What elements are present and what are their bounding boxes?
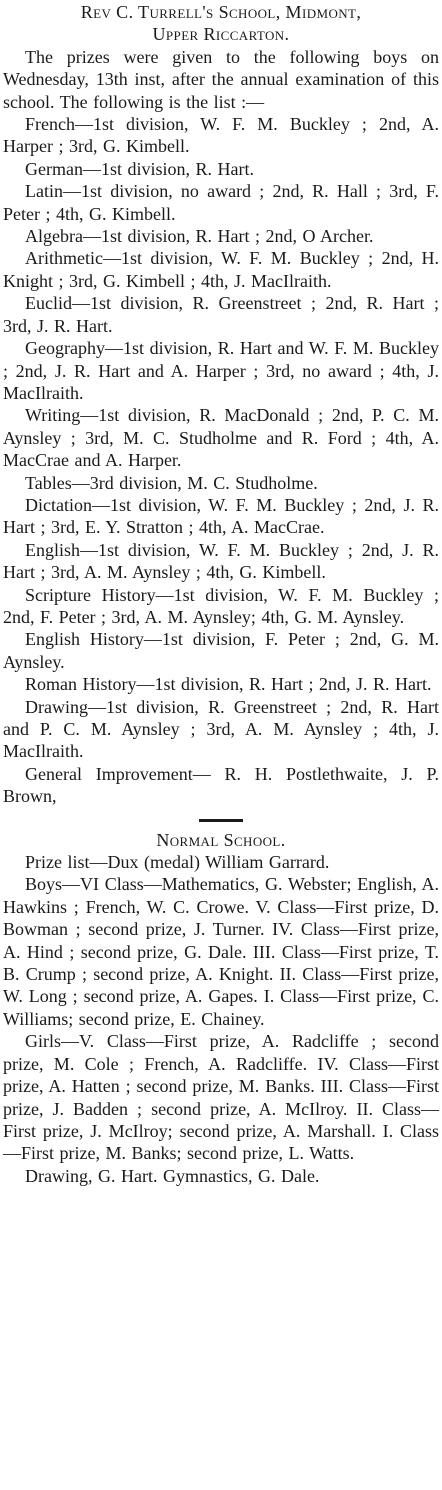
prize-entry-general-improvement: General Improvement— R. H. Postlethwaite, J. P. Brown, <box>3 763 439 807</box>
prize-entry-latin: Latin—1st division, no award ; 2nd, R. Hall ; 3rd, F. Peter ; 4th, G. Kimbell. <box>3 181 439 224</box>
section-divider <box>199 819 243 822</box>
prize-entry-writing: Writing—1st division, R. MacDonald ; 2nd, P. C. M. Aynsley ; 3rd, M. C. Studholme and R. Ford ; 4th, A. MacCrae and A. Harper. <box>3 405 439 471</box>
article-heading: Normal School. <box>156 829 286 850</box>
prize-entry-german: German—1st division, R. Hart. <box>25 158 254 179</box>
prize-entry-euclid: Euclid—1st division, R. Greenstreet ; 2nd, R. Hart ; 3rd, J. R. Hart. <box>3 293 439 336</box>
article-normal-school <box>3 829 439 1188</box>
article-turrells-school <box>3 1 439 808</box>
prize-entry-dictation: Dictation—1st division, W. F. M. Buckley ; 2nd, J. R. Hart ; 3rd, E. Y. Stratton ; 4th, A. MacCrae. <box>3 494 439 538</box>
prize-list-dux: Prize list—Dux (medal) William Garrard. <box>25 852 330 873</box>
intro-paragraph: The prizes were given to the following boys on Wednesday, 13th inst, after the annual examination of this school. The following is the list :— <box>3 46 439 112</box>
prize-list-boys: Boys—VI Class—Mathematics, G. Webster; English, A. Hawkins ; French, W. C. Crowe. V. Class—First prize, D. Bowman ; second prize, J. Turner. IV. Class—First prize, A. Hind ; second prize, G. Dale. III. Class—First prize, T. B. Crump ; second prize, A. Knight. II. Class—First prize, W. Long ; second prize, A. Gapes. I. Class—First prize, C. Williams; second prize, E. Chainey. <box>3 874 439 1029</box>
article-heading-line-1: Rev C. Turrell's School, Midmont, <box>80 2 362 22</box>
prize-list-drawing-gymnastics: Drawing, G. Hart. Gymnastics, G. Dale. <box>25 1165 320 1186</box>
prize-entry-arithmetic: Arithmetic—1st division, W. F. M. Buckley ; 2nd, H. Knight ; 3rd, G. Kimbell ; 4th, J. MacIlraith. <box>3 248 439 291</box>
prize-entry-geography: Geography—1st division, R. Hart and W. F. M. Buckley ; 2nd, J. R. Hart and A. Harper ; 3rd, no award ; 4th, J. MacIlraith. <box>3 338 439 403</box>
article-heading-line-2: Upper Riccarton. <box>152 24 290 45</box>
prize-list-girls: Girls—V. Class—First prize, A. Radcliffe ; second prize, M. Cole ; French, A. Radcliffe. IV. Class—First prize, A. Hatten ; second prize, M. Banks. III. Class—First prize, J. Badden ; second prize, A. McIlroy. II. Class—First prize, J. McIlroy; second prize, A. Marshall. I. Class—First prize, M. Banks; second prize, L. Watts. <box>3 1031 439 1164</box>
prize-entry-english-history: English History—1st division, F. Peter ; 2nd, G. M. Aynsley. <box>3 629 439 672</box>
prize-entry-roman-history: Roman History—1st division, R. Hart ; 2nd, J. R. Hart. <box>25 674 432 695</box>
prize-entry-french: French—1st division, W. F. M. Buckley ; 2nd, A. Harper ; 3rd, G. Kimbell. <box>3 114 439 157</box>
prize-entry-tables: Tables—3rd division, M. C. Studholme. <box>25 472 318 493</box>
prize-entry-scripture-history: Scripture History—1st division, W. F. M. Buckley ; 2nd, F. Peter ; 3rd, A. M. Aynsley; 4th, G. M. Aynsley. <box>3 584 439 627</box>
prize-entry-english: English—1st division, W. F. M. Buckley ; 2nd, J. R. Hart ; 3rd, A. M. Aynsley ; 4th, G. Kimbell. <box>3 539 439 583</box>
prize-entry-algebra: Algebra—1st division, R. Hart ; 2nd, O Archer. <box>25 226 374 247</box>
prize-entry-drawing: Drawing—1st division, R. Greenstreet ; 2nd, R. Hart and P. C. M. Aynsley ; 3rd, A. M. Aynsley ; 4th, J. MacIlraith. <box>3 696 439 762</box>
